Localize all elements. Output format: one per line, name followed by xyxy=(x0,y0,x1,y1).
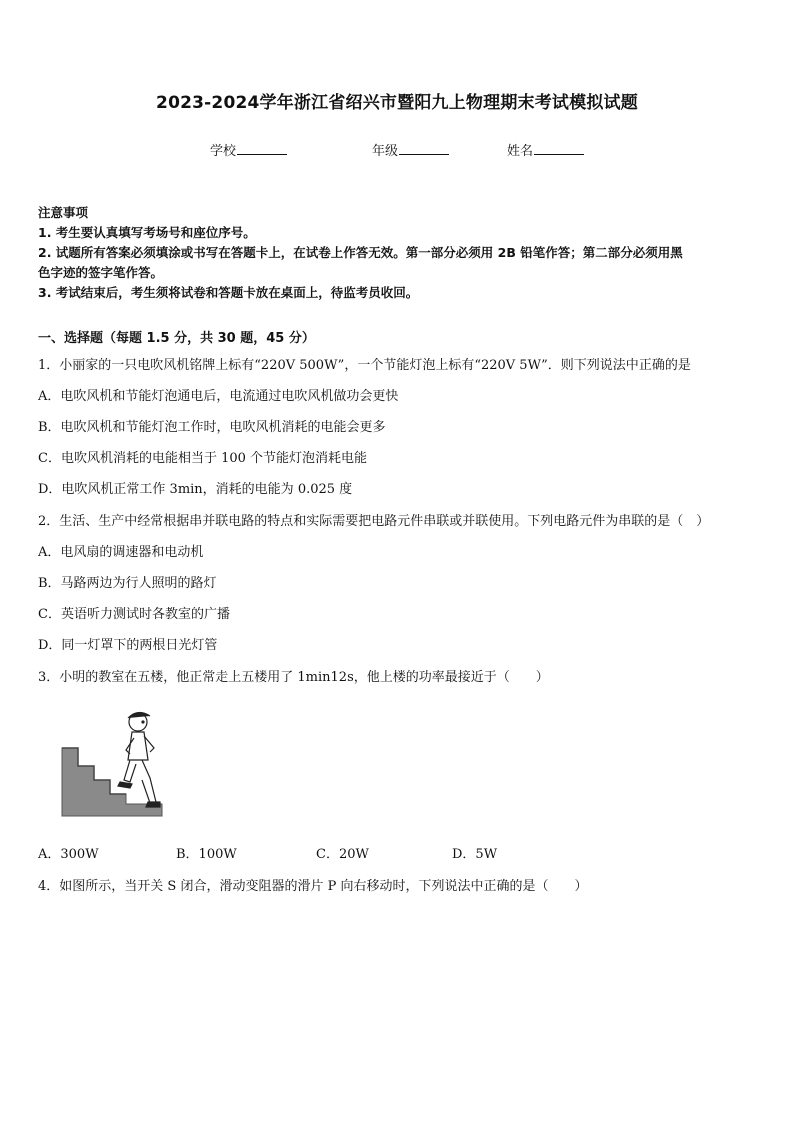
section-heading: 一、选择题（每题 1.5 分，共 30 题，45 分） xyxy=(38,331,315,346)
school-field[interactable] xyxy=(210,140,287,159)
grade-label: 年级 xyxy=(372,144,399,159)
question-1-option-c: C．电吹风机消耗的电能相当于 100 个节能灯泡消耗电能 xyxy=(38,451,368,466)
question-1-option-d: D．电吹风机正常工作 3min，消耗的电能为 0.025 度 xyxy=(38,482,353,497)
question-2-option-a: A．电风扇的调速器和电动机 xyxy=(38,545,204,560)
notes-heading: 注意事项 xyxy=(38,205,89,220)
notes-item: 3. 考试结束后，考生须将试卷和答题卡放在桌面上，待监考员收回。 xyxy=(38,285,419,300)
question-1-option-a: A．电吹风机和节能灯泡通电后，电流通过电吹风机做功会更快 xyxy=(38,389,399,404)
grade-field[interactable] xyxy=(372,140,449,159)
stair-climbing-illustration xyxy=(58,708,170,818)
exam-notes xyxy=(38,203,758,303)
page-title: 2023-2024学年浙江省绍兴市暨阳九上物理期末考试模拟试题 xyxy=(156,93,638,113)
notes-item: 2. 试题所有答案必须填涂或书写在答题卡上，在试卷上作答无效。第一部分必须用 2B 铅笔作答；第二部分必须用黑 xyxy=(38,245,683,260)
question-3-option-a: A．300W xyxy=(38,847,99,862)
climbing-person xyxy=(118,712,160,807)
grade-blank[interactable] xyxy=(399,140,449,155)
question-1-option-b: B．电吹风机和节能灯泡工作时，电吹风机消耗的电能会更多 xyxy=(38,420,386,435)
name-label: 姓名 xyxy=(507,144,534,159)
question-4-stem: 4．如图所示，当开关 S 闭合，滑动变阻器的滑片 P 向右移动时，下列说法中正确的是（ ） xyxy=(38,879,588,894)
notes-item: 色字迹的签字笔作答。 xyxy=(38,265,164,280)
name-blank[interactable] xyxy=(534,140,584,155)
question-3-stem: 3．小明的教室在五楼，他正常走上五楼用了 1min12s，他上楼的功率最接近于（ ） xyxy=(38,670,549,685)
question-1-stem: 1．小丽家的一只电吹风机铭牌上标有“220V 500W”，一个节能灯泡上标有“220V 5W”．则下列说法中正确的是 xyxy=(38,358,691,373)
question-3-option-d: D．5W xyxy=(452,847,498,862)
question-2-option-b: B．马路两边为行人照明的路灯 xyxy=(38,576,217,591)
name-field[interactable] xyxy=(507,140,584,159)
notes-item: 1. 考生要认真填写考场号和座位序号。 xyxy=(38,225,256,240)
question-3-option-c: C．20W xyxy=(316,847,369,862)
question-2-stem: 2．生活、生产中经常根据串并联电路的特点和实际需要把电路元件串联或并联使用。下列电路元件为串联的是（ ） xyxy=(38,514,710,529)
school-label: 学校 xyxy=(210,144,237,159)
question-3-option-b: B．100W xyxy=(176,847,237,862)
school-blank[interactable] xyxy=(237,140,287,155)
question-2-option-d: D．同一灯罩下的两根日光灯管 xyxy=(38,638,218,653)
student-info-fields xyxy=(0,140,794,160)
question-2-option-c: C．英语听力测试时各教室的广播 xyxy=(38,607,230,622)
